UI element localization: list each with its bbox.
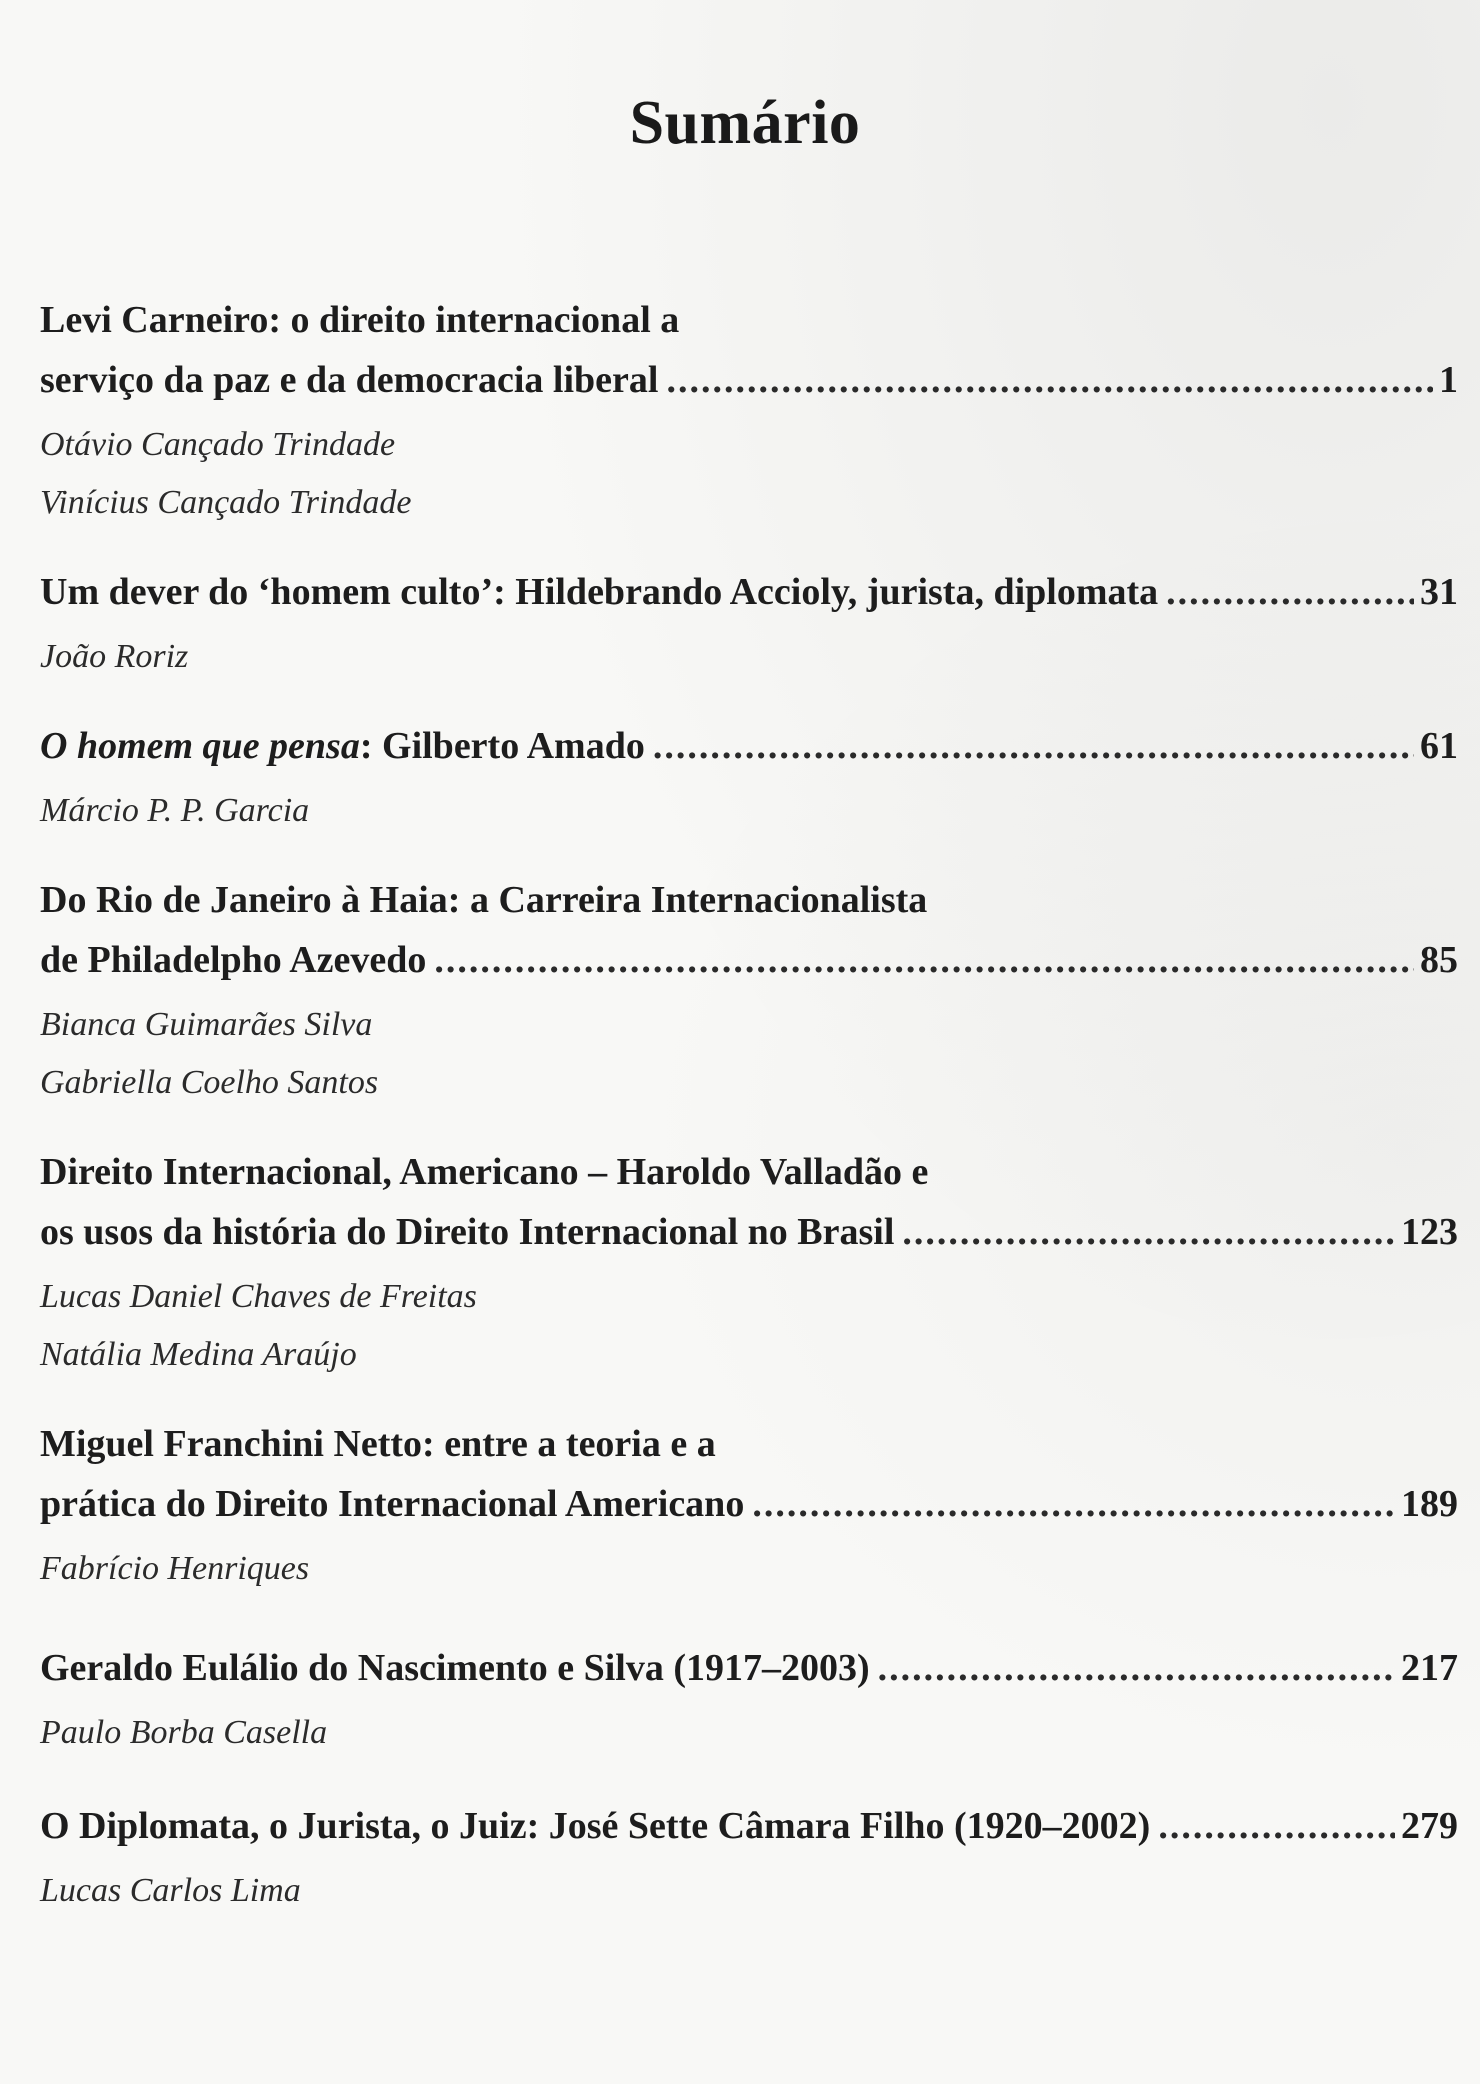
page-number: 31 — [1420, 571, 1458, 613]
toc-entry — [40, 1796, 1458, 1920]
dot-leader — [902, 1202, 1395, 1262]
toc-entry-title-line: O Diplomata, o Jurista, o Juiz: José Sette Câmara Filho (1920–2002) — [40, 1805, 1151, 1847]
page-number: 279 — [1401, 1805, 1458, 1847]
toc-entry-title-line: Levi Carneiro: o direito internacional a — [40, 299, 680, 341]
page-title: Sumário — [629, 89, 861, 157]
toc-entry — [40, 290, 1458, 532]
author-name: Paulo Borba Casella — [40, 1714, 328, 1751]
toc-entry-title-line: Miguel Franchini Netto: entre a teoria e a — [40, 1423, 716, 1465]
dot-leader — [434, 930, 1414, 990]
toc-entry-title-italic: O homem que pensa — [40, 725, 360, 767]
author-name: Fabrício Henriques — [40, 1550, 310, 1587]
toc-entry-title-line: Um dever do ‘homem culto’: Hildebrando Accioly, jurista, diplomata — [40, 571, 1159, 613]
toc-entry-title-line: de Philadelpho Azevedo — [40, 939, 427, 981]
toc-entry — [40, 1414, 1458, 1598]
toc-entry-title-rest: : Gilberto Amado — [359, 725, 645, 767]
page-number: 123 — [1401, 1211, 1458, 1253]
toc-entry-title-line: os usos da história do Direito Internacional no Brasil — [40, 1211, 895, 1253]
author-list — [40, 782, 1458, 840]
toc-entry — [40, 1638, 1458, 1762]
page-number: 61 — [1420, 725, 1458, 767]
toc-entry-title-line: Geraldo Eulálio do Nascimento e Silva (1917–2003) — [40, 1647, 870, 1689]
author-name: Márcio P. P. Garcia — [40, 792, 310, 829]
table-of-contents — [40, 290, 1458, 1920]
dot-leader — [878, 1638, 1395, 1698]
author-list — [40, 1268, 1458, 1384]
author-list — [40, 416, 1458, 532]
toc-entry — [40, 870, 1458, 1112]
author-name: Vinícius Cançado Trindade — [40, 484, 412, 521]
dot-leader — [1166, 562, 1414, 622]
dot-leader — [666, 350, 1433, 410]
page-number: 85 — [1420, 939, 1458, 981]
toc-entry-title[interactable] — [40, 1638, 1458, 1698]
author-list — [40, 1540, 1458, 1598]
toc-entry — [40, 1142, 1458, 1384]
toc-entry-title[interactable] — [40, 1142, 1458, 1262]
author-list — [40, 1704, 1458, 1762]
dot-leader — [752, 1474, 1395, 1534]
page-number: 217 — [1401, 1647, 1458, 1689]
toc-entry-title[interactable] — [40, 716, 1458, 776]
toc-entry-title[interactable] — [40, 870, 1458, 990]
toc-entry-title-line: Do Rio de Janeiro à Haia: a Carreira Internacionalista — [40, 879, 928, 921]
page-number: 1 — [1439, 359, 1458, 401]
toc-entry-title-line: serviço da paz e da democracia liberal — [40, 359, 659, 401]
toc-entry — [40, 562, 1458, 686]
toc-entry-title-line: Direito Internacional, Americano – Haroldo Valladão e — [40, 1151, 929, 1193]
page-number: 189 — [1401, 1483, 1458, 1525]
toc-entry-title[interactable] — [40, 1414, 1458, 1534]
author-list — [40, 1862, 1458, 1920]
author-list — [40, 628, 1458, 686]
author-list — [40, 996, 1458, 1112]
toc-entry-title-line: prática do Direito Internacional Americano — [40, 1483, 745, 1525]
author-name: Gabriella Coelho Santos — [40, 1064, 379, 1101]
dot-leader — [653, 716, 1414, 776]
author-name: João Roriz — [40, 638, 189, 675]
dot-leader — [1158, 1796, 1395, 1856]
author-name: Lucas Carlos Lima — [40, 1872, 301, 1909]
toc-entry-title[interactable] — [40, 290, 1458, 410]
toc-entry-title[interactable] — [40, 562, 1458, 622]
author-name: Otávio Cançado Trindade — [40, 426, 396, 463]
toc-entry — [40, 716, 1458, 840]
author-name: Lucas Daniel Chaves de Freitas — [40, 1278, 477, 1315]
toc-entry-title[interactable] — [40, 1796, 1458, 1856]
author-name: Natália Medina Araújo — [40, 1336, 357, 1373]
author-name: Bianca Guimarães Silva — [40, 1006, 373, 1043]
toc-entry-title-line — [40, 716, 645, 776]
